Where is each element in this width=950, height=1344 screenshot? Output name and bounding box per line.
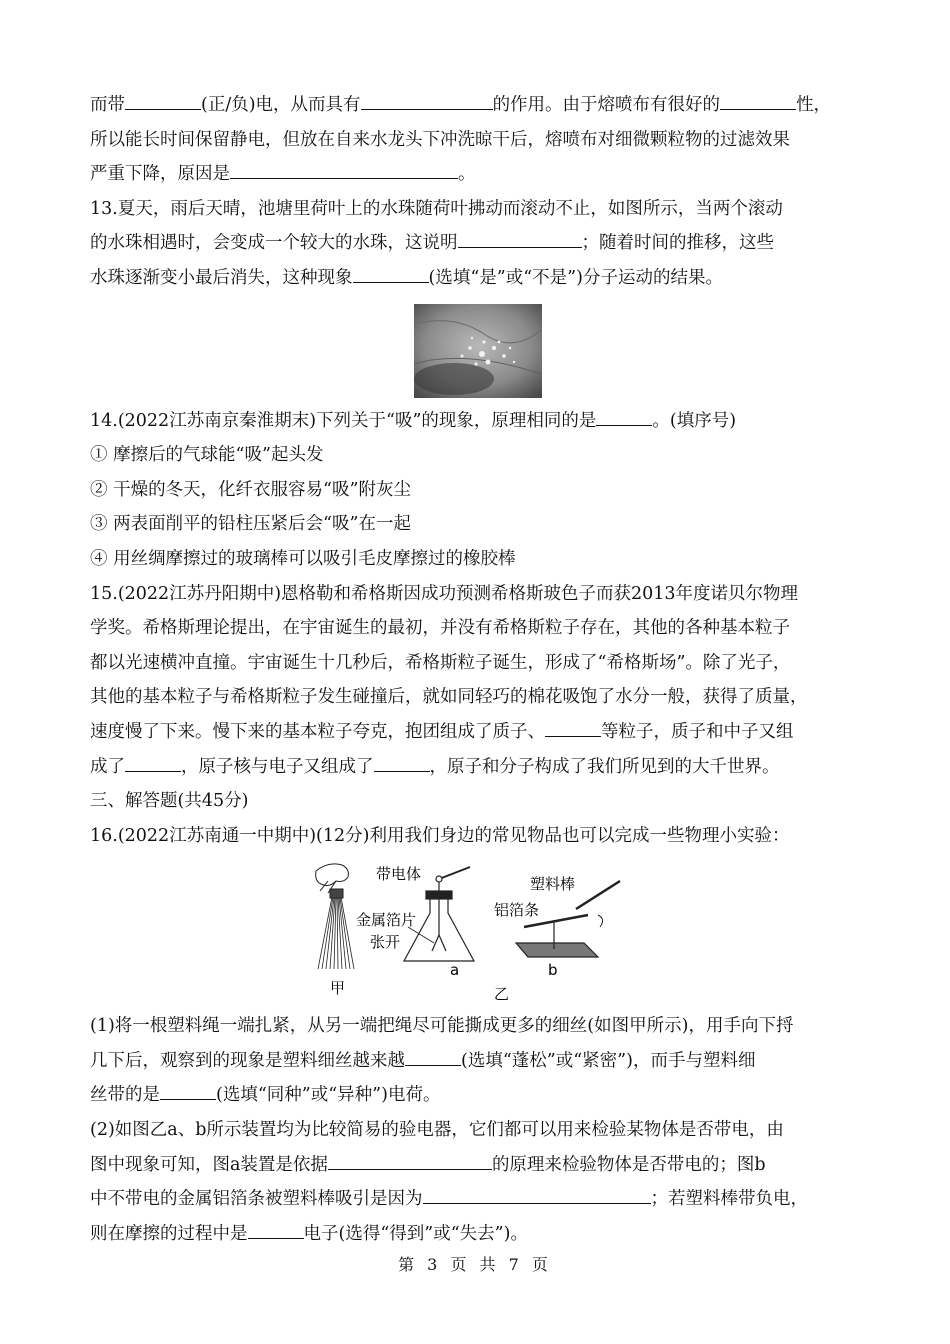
label-jia: 甲 xyxy=(329,979,345,998)
section-heading: 三、解答题(共45分) xyxy=(90,791,249,812)
q14-option-1: ① 摩擦后的气球能“吸”起头发 xyxy=(90,445,324,466)
text: 等粒子，质子和中子又组 xyxy=(601,721,794,742)
answer-blank[interactable] xyxy=(230,158,458,179)
text: 电子(选得“得到”或“失去”)。 xyxy=(303,1223,528,1244)
text: 的水珠相遇时，会变成一个较大的水珠，这说明 xyxy=(90,233,458,254)
q13-line3 xyxy=(90,261,865,296)
text: 速度慢了下来。慢下来的基本粒子夸克，抱团组成了质子、 xyxy=(90,721,545,742)
text: ，原子核与电子又组成了 xyxy=(181,756,374,777)
answer-blank[interactable] xyxy=(720,89,796,110)
q14-option-2: ② 干燥的冬天，化纤衣服容易“吸”附灰尘 xyxy=(90,479,411,500)
text: ；随着时间的推移，这些 xyxy=(581,233,774,254)
text: 严重下降，原因是 xyxy=(90,164,230,185)
q12-line1 xyxy=(90,88,865,123)
text: 水珠逐渐变小最后消失，这种现象 xyxy=(90,267,353,288)
answer-blank[interactable] xyxy=(160,1079,216,1100)
text: 几下后，观察到的现象是塑料细丝越来越 xyxy=(90,1050,405,1071)
label-foil-strip: 铝箔条 xyxy=(493,901,539,920)
answer-blank[interactable] xyxy=(545,716,601,737)
text: 丝带的是 xyxy=(90,1085,160,1106)
page-content xyxy=(90,88,865,1251)
text: 图中现象可知，图a装置是依据 xyxy=(90,1154,328,1175)
text: 的原理来检验物体是否带电的；图b xyxy=(491,1154,766,1175)
text: 14.(2022江苏南京秦淮期末)下列关于“吸”的现象，原理相同的是 xyxy=(90,410,597,431)
q12-line2: 所以能长时间保留静电，但放在自来水龙头下冲洗晾干后，熔喷布对细微颗粒物的过滤效果 xyxy=(90,129,790,150)
q16-part1-line1: (1)将一根塑料绳一端扎紧，从另一端把绳尽可能撕成更多的细丝(如图甲所示)，用手向下捋 xyxy=(90,1016,794,1037)
q14-option-3: ③ 两表面削平的铅柱压紧后会“吸”在一起 xyxy=(90,514,411,535)
answer-blank[interactable] xyxy=(458,227,582,248)
q12-line3 xyxy=(90,157,865,192)
answer-blank[interactable] xyxy=(374,751,430,772)
label-metal-foil: 金属箔片 xyxy=(355,911,416,930)
q14-option-4: ④ 用丝绸摩擦过的玻璃棒可以吸引毛皮摩擦过的橡胶棒 xyxy=(90,548,516,569)
q13-line2 xyxy=(90,226,865,261)
q15-line3: 都以光速横冲直撞。宇宙诞生十几秒后，希格斯粒子诞生，形成了“希格斯场”。除了光子， xyxy=(90,652,791,673)
label-spread-open: 张开 xyxy=(369,933,400,952)
text: (选填“是”或“不是”)分子运动的结果。 xyxy=(428,267,723,288)
page-footer: 第 3 页 共 7 页 xyxy=(398,1255,552,1274)
label-a: a xyxy=(449,961,459,980)
q16-part1-line3 xyxy=(90,1078,865,1113)
text: ，原子和分子构成了我们所见到的大千世界。 xyxy=(429,756,780,777)
label-b: b xyxy=(547,961,558,980)
lotus-leaf-water-drops-photo xyxy=(414,304,542,398)
answer-blank[interactable] xyxy=(423,1183,651,1204)
text: 成了 xyxy=(90,756,125,777)
label-plastic-rod: 塑料棒 xyxy=(529,875,575,894)
hand-with-strands xyxy=(315,864,353,969)
text: ；若塑料棒带负电， xyxy=(650,1189,808,1210)
text: 的作用。由于熔喷布有很好的 xyxy=(492,95,721,115)
text: 。 xyxy=(458,164,476,185)
q15-line1: 15.(2022江苏丹阳期中)恩格勒和希格斯因成功预测希格斯玻色子而获2013年度诺贝尔物理 xyxy=(90,583,799,604)
q15-line5 xyxy=(90,715,865,750)
answer-blank[interactable] xyxy=(361,89,493,110)
text: 则在摩擦的过程中是 xyxy=(90,1223,248,1244)
text: (选填“同种”或“异种”)电荷。 xyxy=(216,1085,441,1106)
answer-blank[interactable] xyxy=(248,1218,304,1239)
label-charged-body: 带电体 xyxy=(375,865,421,884)
answer-blank[interactable] xyxy=(125,751,181,772)
q16-part1-line2 xyxy=(90,1044,865,1079)
q16-part2-line4 xyxy=(90,1217,865,1252)
q16-part2-line2 xyxy=(90,1148,865,1183)
q15-line6 xyxy=(90,750,865,785)
text: 性， xyxy=(796,95,832,115)
text: 中不带电的金属铝箔条被塑料棒吸引是因为 xyxy=(90,1189,423,1210)
answer-blank[interactable] xyxy=(596,405,652,426)
answer-blank[interactable] xyxy=(125,89,201,110)
q15-line2: 学奖。希格斯理论提出，在宇宙诞生的最初，并没有希格斯粒子存在，其他的各种基本粒子 xyxy=(90,618,790,639)
q14-stem xyxy=(90,404,865,439)
q13-line1: 13.夏天，雨后天晴，池塘里荷叶上的水珠随荷叶拂动而滚动不止，如图所示，当两个滚动 xyxy=(90,198,783,219)
text: 而带 xyxy=(90,95,125,115)
text: (正/负)电，从而具有 xyxy=(201,95,361,115)
text: 。(填序号) xyxy=(652,410,737,431)
text: (选填“蓬松”或“紧密”)，而手与塑料细 xyxy=(461,1050,756,1071)
q16-part2-line1: (2)如图乙a、b所示装置均为比较简易的验电器，它们都可以用来检验某物体是否带电，由 xyxy=(90,1120,784,1141)
label-yi: 乙 xyxy=(493,985,509,1004)
q16-stem: 16.(2022江苏南通一中期中)(12分)利用我们身边的常见物品也可以完成一些物理小实验： xyxy=(90,825,790,846)
q16-figure xyxy=(298,857,658,1007)
answer-blank[interactable] xyxy=(353,262,429,283)
answer-blank[interactable] xyxy=(405,1045,461,1066)
q15-line4: 其他的基本粒子与希格斯粒子发生碰撞后，就如同轻巧的棉花吸饱了水分一般，获得了质量， xyxy=(90,687,808,708)
answer-blank[interactable] xyxy=(328,1149,492,1170)
q16-part2-line3 xyxy=(90,1182,865,1217)
